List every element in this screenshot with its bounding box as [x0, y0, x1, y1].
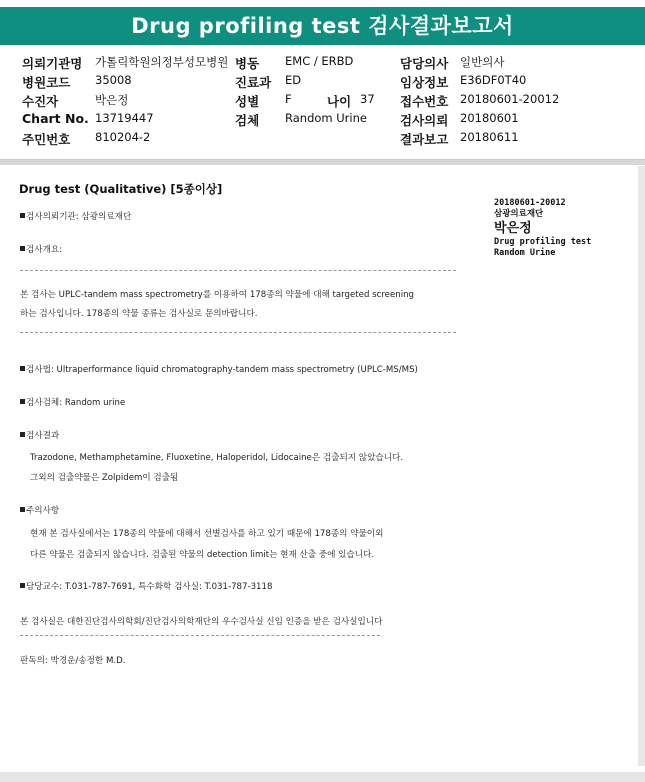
- overview-heading: 검사개요:: [20, 243, 62, 255]
- report-heading: Drug test (Qualitative) [5종이상]: [19, 182, 223, 196]
- report-document: [0, 166, 645, 766]
- info-value: 35008: [95, 73, 132, 87]
- overview-line: 본 검사는 UPLC-tandem mass spectrometry를 이용하여 178종의 약물에 대해 targeted screening: [20, 290, 414, 300]
- certification-line: 본 검사실은 대한진단검사의학회/진단검사의학재단의 우수검사실 신임 인증을 받은 검사실입니다: [20, 617, 383, 627]
- info-value: ED: [285, 73, 302, 87]
- result-heading: 검사결과: [20, 429, 59, 441]
- contact-line: 담당교수: T.031-787-7691, 특수화학 검사실: T.031-787-3118: [20, 580, 272, 592]
- info-value: 20180611: [460, 130, 519, 144]
- method-line: 검사법: Ultraperformance liquid chromatography-tandem mass spectrometry (UPLC-MS/MS): [20, 363, 418, 375]
- report-title-bar: Drug profiling test 검사결과보고서: [0, 7, 645, 45]
- result-line: 그외의 검출약물은 Zolpidem이 검출됨: [30, 473, 179, 483]
- stamp-number: 20180601-20012: [494, 198, 566, 208]
- result-line: Trazodone, Methamphetamine, Fluoxetine, Haloperidol, Lidocaine은 검출되지 않았습니다.: [30, 453, 404, 463]
- info-label: Chart No.: [22, 111, 89, 126]
- info-label: 진료과: [235, 75, 272, 90]
- dashed-rule: [20, 635, 380, 636]
- agency-line: 검사의뢰기관: 삼광의료재단: [20, 210, 131, 222]
- info-value: E36DF0T40: [460, 73, 527, 87]
- info-label: 성별: [235, 94, 260, 109]
- reader-line: 판독의: 박경운/송정한 M.D.: [20, 656, 126, 666]
- info-label: 의뢰기관명: [22, 56, 83, 71]
- stamp-test: Drug profiling test: [494, 237, 592, 247]
- info-row: [22, 130, 622, 149]
- info-value: 박은정: [95, 93, 129, 107]
- info-label: 접수번호: [400, 94, 449, 109]
- info-value: EMC / ERBD: [285, 54, 354, 68]
- bullet-icon: [20, 366, 25, 371]
- info-value: 가톨릭학원의정부성모병원: [95, 55, 229, 69]
- info-label: 검사의뢰: [400, 113, 449, 128]
- dashed-rule: [20, 332, 456, 333]
- info-value: 20180601: [460, 111, 519, 125]
- dashed-rule: [20, 270, 456, 271]
- info-value: 37: [360, 92, 375, 106]
- specimen-line: 검사검체: Random urine: [20, 396, 125, 408]
- info-label: 병원코드: [22, 75, 71, 90]
- info-value: 일반의사: [460, 55, 505, 69]
- overview-line: 하는 검사입니다. 178종의 약물 종류는 검사실로 문의바랍니다.: [20, 309, 258, 319]
- info-value: 13719447: [95, 111, 154, 125]
- caution-heading: 주의사항: [20, 504, 59, 516]
- info-label: 주민번호: [22, 132, 71, 147]
- info-row: [22, 73, 622, 92]
- bullet-icon: [20, 583, 25, 588]
- bullet-icon: [20, 399, 25, 404]
- stamp-specimen: Random Urine: [494, 248, 556, 258]
- bullet-icon: [20, 432, 25, 437]
- patient-info-panel: [22, 54, 622, 149]
- caution-line: 다른 약물은 검출되지 않습니다. 검출된 약물의 detection limit는 현재 산출 중에 있습니다.: [30, 550, 375, 560]
- caution-line: 현재 본 검사실에서는 178종의 약물에 대해서 선별검사를 하고 있기 때문에 178종의 약물이외: [30, 529, 384, 539]
- info-label: 검체: [235, 113, 260, 128]
- info-row: [22, 54, 622, 73]
- stamp-org: 삼광의료재단: [494, 209, 544, 219]
- info-label: 담당의사: [400, 56, 449, 71]
- bullet-icon: [20, 507, 25, 512]
- specimen-stamp: [494, 198, 591, 259]
- info-row: [22, 111, 622, 130]
- info-value: 810204-2: [95, 130, 151, 144]
- info-label: 임상정보: [400, 75, 449, 90]
- info-label: 결과보고: [400, 132, 449, 147]
- info-value: F: [285, 92, 292, 106]
- info-label: 나이: [327, 94, 352, 109]
- info-label: 병동: [235, 56, 260, 71]
- footer-strip: [0, 772, 645, 782]
- bullet-icon: [20, 213, 25, 218]
- bullet-icon: [20, 246, 25, 251]
- stamp-patient-name: 박은정: [494, 221, 532, 236]
- info-value: Random Urine: [285, 111, 367, 125]
- section-divider: [0, 159, 645, 165]
- info-row: [22, 92, 622, 111]
- info-label: 수진자: [22, 94, 59, 109]
- info-value: 20180601-20012: [460, 92, 560, 106]
